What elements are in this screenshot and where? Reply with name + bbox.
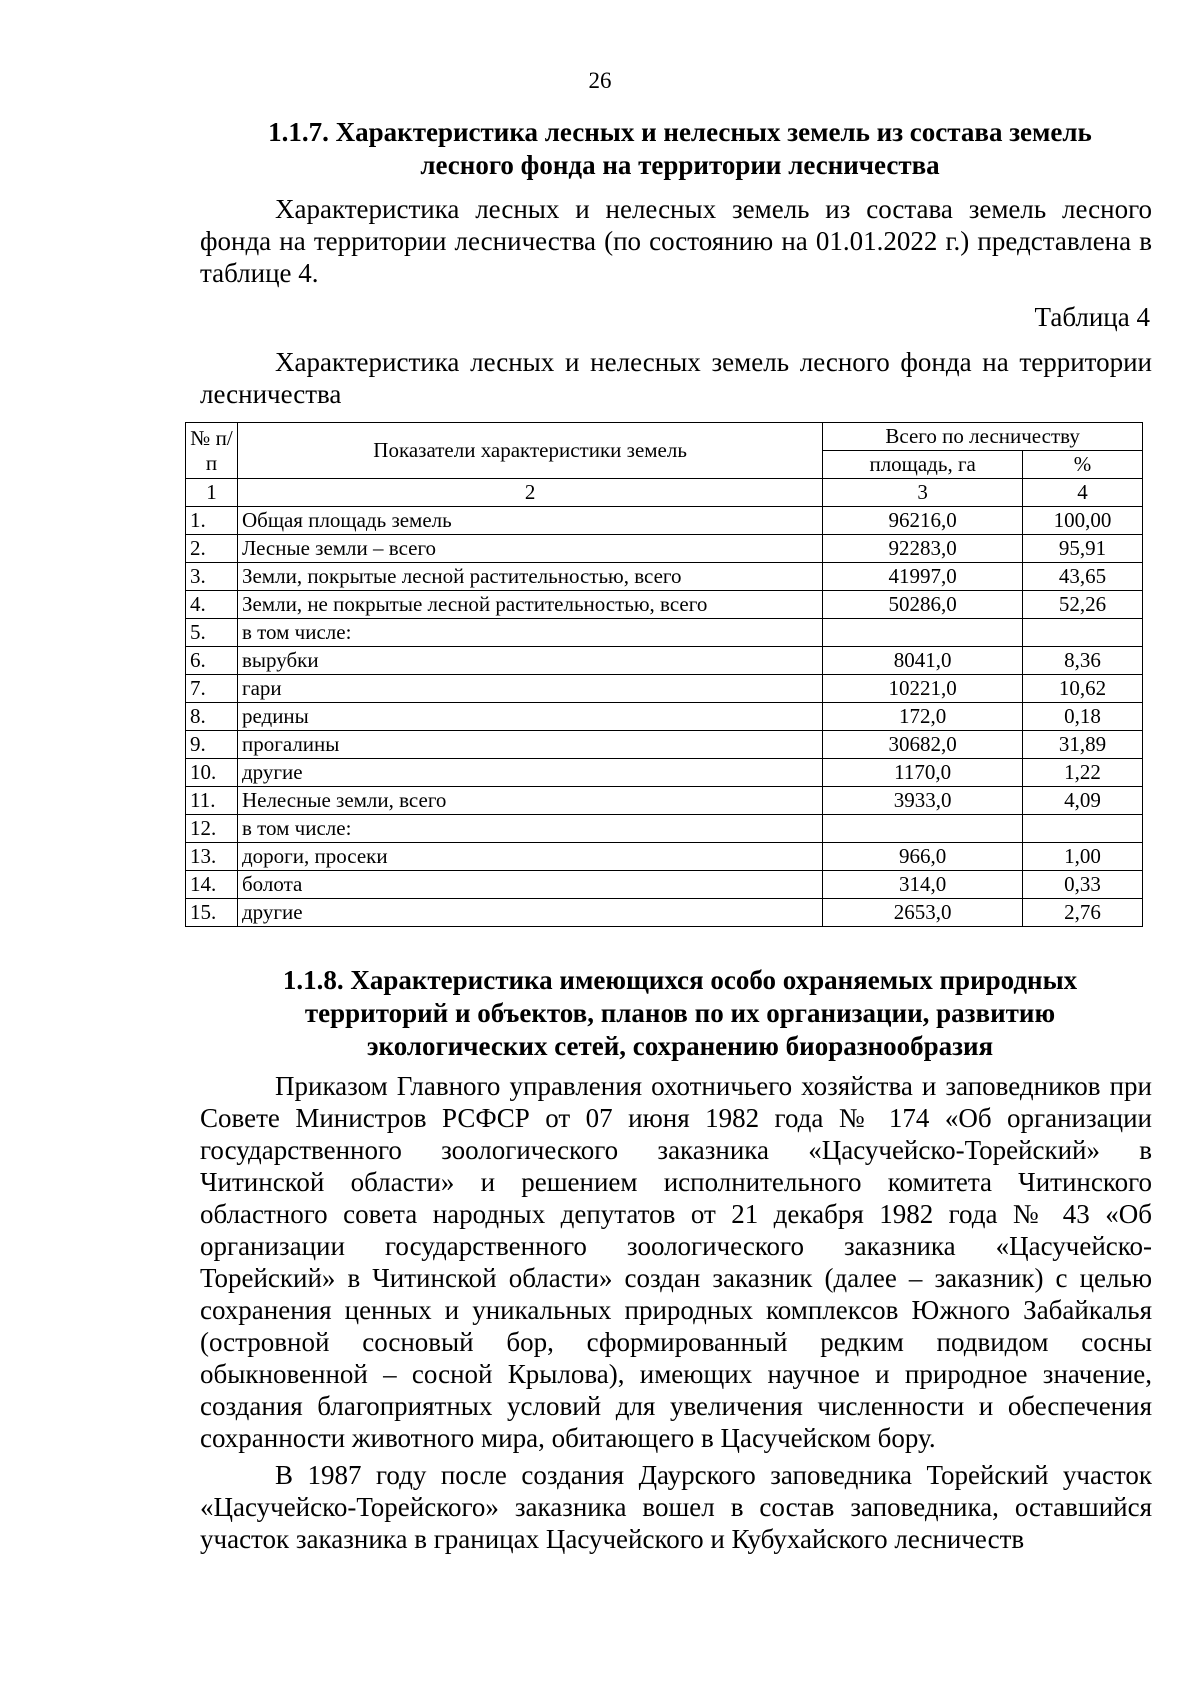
row-area	[823, 619, 1023, 647]
row-number: 9.	[186, 731, 238, 759]
row-name: Общая площадь земель	[237, 507, 822, 535]
table-label: Таблица 4	[1034, 302, 1150, 332]
heading-line: 1.1.8. Характеристика имеющихся особо охраняемых природных	[282, 965, 1078, 995]
row-area: 41997,0	[823, 563, 1023, 591]
row-name: редины	[237, 703, 822, 731]
row-number: 2.	[186, 535, 238, 563]
row-number: 7.	[186, 675, 238, 703]
row-percent: 52,26	[1023, 591, 1143, 619]
table-row	[186, 759, 1143, 787]
body-paragraph: В 1987 году после создания Даурского заповедника Торейский участок «Цасучейско-Торейского» заказника вошел в состав заповедника, оставшийся участок заказника в границах Цасучейского и Кубухайского лесничеств	[200, 1460, 1152, 1554]
row-number: 4.	[186, 591, 238, 619]
row-area: 3933,0	[823, 787, 1023, 815]
table-row	[186, 703, 1143, 731]
header-area: площадь, га	[823, 451, 1023, 479]
header-indicator: Показатели характеристики земель	[237, 423, 822, 479]
row-percent: 100,00	[1023, 507, 1143, 535]
table-row	[186, 619, 1143, 647]
row-name: Земли, не покрытые лесной растительностью, всего	[237, 591, 822, 619]
table-row	[186, 535, 1143, 563]
row-percent: 31,89	[1023, 731, 1143, 759]
row-percent: 8,36	[1023, 647, 1143, 675]
column-index: 3	[823, 479, 1023, 507]
row-number: 14.	[186, 871, 238, 899]
row-name: другие	[237, 899, 822, 927]
row-name: дороги, просеки	[237, 843, 822, 871]
table-row	[186, 815, 1143, 843]
row-area: 8041,0	[823, 647, 1023, 675]
row-area: 172,0	[823, 703, 1023, 731]
row-number: 10.	[186, 759, 238, 787]
row-name: прогалины	[237, 731, 822, 759]
row-percent: 43,65	[1023, 563, 1143, 591]
row-number: 5.	[186, 619, 238, 647]
table-row	[186, 871, 1143, 899]
row-name: в том числе:	[237, 815, 822, 843]
row-percent: 0,18	[1023, 703, 1143, 731]
section-heading-1-1-8	[200, 964, 1160, 1063]
row-area: 50286,0	[823, 591, 1023, 619]
column-index: 4	[1023, 479, 1143, 507]
row-number: 1.	[186, 507, 238, 535]
row-name: Земли, покрытые лесной растительностью, всего	[237, 563, 822, 591]
column-index: 2	[237, 479, 822, 507]
row-name: Лесные земли – всего	[237, 535, 822, 563]
header-num: № п/п	[186, 423, 238, 479]
land-characteristics-table	[185, 422, 1143, 927]
row-percent: 1,22	[1023, 759, 1143, 787]
header-percent: %	[1023, 451, 1143, 479]
table-row	[186, 731, 1143, 759]
row-area: 10221,0	[823, 675, 1023, 703]
heading-line: лесного фонда на территории лесничества	[420, 150, 940, 180]
row-name: другие	[237, 759, 822, 787]
row-percent	[1023, 619, 1143, 647]
section-heading-1-1-7	[200, 116, 1160, 182]
row-number: 8.	[186, 703, 238, 731]
row-area: 92283,0	[823, 535, 1023, 563]
table-caption: Характеристика лесных и нелесных земель лесного фонда на территории лесничества	[200, 347, 1152, 409]
row-percent: 95,91	[1023, 535, 1143, 563]
row-percent: 1,00	[1023, 843, 1143, 871]
row-percent: 10,62	[1023, 675, 1143, 703]
row-number: 13.	[186, 843, 238, 871]
row-area: 96216,0	[823, 507, 1023, 535]
table-row	[186, 787, 1143, 815]
row-name: в том числе:	[237, 619, 822, 647]
row-percent	[1023, 815, 1143, 843]
heading-line: территорий и объектов, планов по их организации, развитию	[304, 998, 1056, 1028]
header-total: Всего по лесничеству	[823, 423, 1143, 451]
table-row	[186, 675, 1143, 703]
body-paragraph: Приказом Главного управления охотничьего хозяйства и заповедников при Совете Министров РСФСР от 07 июня 1982 года № 174 «Об организации государственного зоологического заказника «Цасучейско-Торейский» в Читинской области» и решением исполнительного комитета Читинского областного совета народных депутатов от 21 декабря 1982 года № 43 «Об организации государственного зоологического заказника «Цасучейско-Торейский» в Читинской области» создан заказник (далее – заказник) с целью сохранения ценных и уникальных природных комплексов Южного Забайкалья (островной сосновый бор, сформированный редким подвидом сосны обыкновенной – сосной Крылова), имеющих научное и природное значение, создания благоприятных условий для увеличения численности и обеспечения сохранности животного мира, обитающего в Цасучейском бору.	[200, 1071, 1152, 1453]
row-area: 314,0	[823, 871, 1023, 899]
row-number: 6.	[186, 647, 238, 675]
row-percent: 2,76	[1023, 899, 1143, 927]
table-row	[186, 507, 1143, 535]
row-number: 12.	[186, 815, 238, 843]
row-area: 966,0	[823, 843, 1023, 871]
table-row	[186, 647, 1143, 675]
row-area: 1170,0	[823, 759, 1023, 787]
page-number: 26	[588, 68, 612, 93]
row-name: гари	[237, 675, 822, 703]
row-number: 3.	[186, 563, 238, 591]
row-name: вырубки	[237, 647, 822, 675]
table-row	[186, 843, 1143, 871]
table-row	[186, 591, 1143, 619]
heading-line: экологических сетей, сохранению биоразнообразия	[366, 1031, 994, 1061]
row-name: болота	[237, 871, 822, 899]
row-area	[823, 815, 1023, 843]
table-row	[186, 899, 1143, 927]
table-row	[186, 563, 1143, 591]
row-number: 15.	[186, 899, 238, 927]
row-name: Нелесные земли, всего	[237, 787, 822, 815]
row-percent: 0,33	[1023, 871, 1143, 899]
row-number: 11.	[186, 787, 238, 815]
column-index: 1	[186, 479, 238, 507]
row-percent: 4,09	[1023, 787, 1143, 815]
row-area: 30682,0	[823, 731, 1023, 759]
heading-line: 1.1.7. Характеристика лесных и нелесных земель из состава земель	[268, 117, 1092, 147]
intro-paragraph: Характеристика лесных и нелесных земель из состава земель лесного фонда на территории лесничества (по состоянию на 01.01.2022 г.) представлена в таблице 4.	[200, 194, 1152, 288]
column-index-row	[186, 479, 1143, 507]
row-area: 2653,0	[823, 899, 1023, 927]
